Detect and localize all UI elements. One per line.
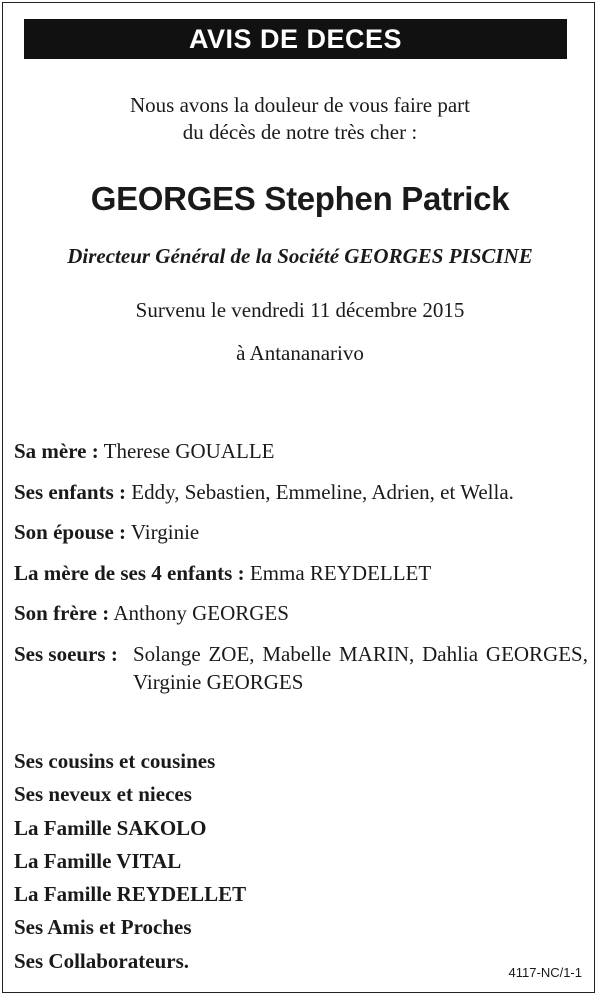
family-value: Therese GOUALLE [103, 439, 275, 463]
family-label: Son frère : [14, 601, 110, 625]
family-member-sisters [14, 640, 588, 696]
family-value: Emma REYDELLET [249, 561, 432, 585]
closing-line: Ses cousins et cousines [14, 749, 216, 773]
family-label: Ses enfants : [14, 480, 127, 504]
family-value: Virginie [130, 520, 200, 544]
family-member-brother [14, 599, 289, 627]
family-label: Ses soeurs : [14, 642, 118, 666]
notice-banner-title: AVIS DE DECES [24, 19, 567, 59]
family-label: Son épouse : [14, 520, 127, 544]
deceased-title: Directeur Général de la Société GEORGES PISCINE [67, 244, 533, 268]
intro-line-2: du décès de notre très cher : [182, 120, 418, 144]
family-label: La mère de ses 4 enfants : [14, 561, 245, 585]
closing-line: La Famille VITAL [14, 849, 182, 873]
deceased-name: GEORGES Stephen Patrick [90, 180, 510, 217]
family-member-children [14, 478, 514, 506]
reference-code: 4117-NC/1-1 [508, 965, 582, 980]
death-date: Survenu le vendredi 11 décembre 2015 [135, 298, 465, 322]
closing-line: Ses neveux et nieces [14, 782, 192, 806]
family-label: Sa mère : [14, 439, 99, 463]
closing-line: Ses Collaborateurs. [14, 949, 189, 973]
intro-line-1: Nous avons la douleur de vous faire part [130, 93, 470, 117]
closing-line: La Famille REYDELLET [14, 882, 247, 906]
closing-line: Ses Amis et Proches [14, 915, 192, 939]
death-place: à Antananarivo [236, 341, 364, 365]
family-member-mother [14, 437, 274, 465]
family-member-spouse [14, 518, 199, 546]
family-value: Solange ZOE, Mabelle MARIN, Dahlia GEORGES, Virginie GEORGES [133, 642, 588, 694]
family-member-mother-of-children [14, 559, 431, 587]
family-value: Anthony GEORGES [113, 601, 289, 625]
family-value: Eddy, Sebastien, Emmeline, Adrien, et Wella. [131, 480, 514, 504]
closing-line: La Famille SAKOLO [14, 816, 207, 840]
